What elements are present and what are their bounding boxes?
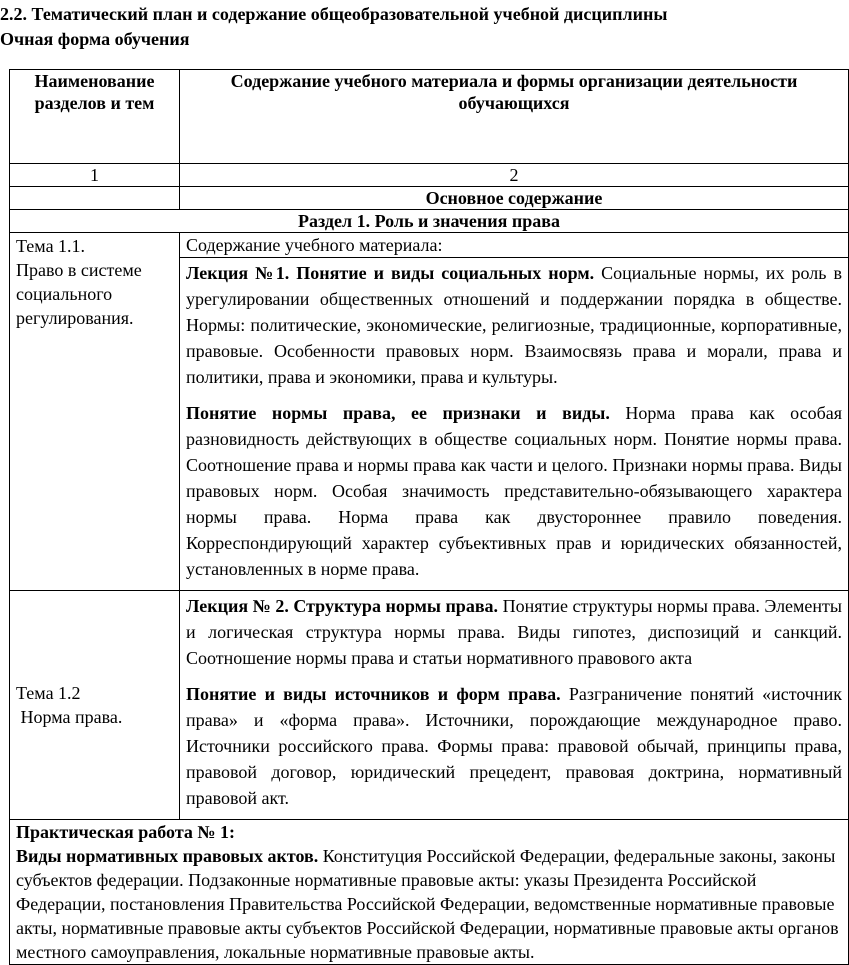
topic-1-name: Право в системе социального регулирования. (16, 260, 142, 328)
topic-1-row (10, 233, 849, 591)
table-header-row (10, 70, 849, 164)
main-content-row (10, 187, 849, 210)
topic-2-part-2-title: Понятие и виды источников и форм права. (186, 684, 561, 704)
lecture-1-paragraph (186, 260, 842, 390)
topic-1-part-2-paragraph (186, 400, 842, 582)
practice-row (10, 820, 849, 965)
lecture-2-title: Лекция № 2. Структура нормы права. (186, 596, 499, 616)
heading-line-2: Очная форма обучения (0, 29, 190, 49)
thematic-plan-table (9, 69, 849, 965)
topic-1-part-2-title: Понятие нормы права, ее признаки и виды. (186, 403, 610, 423)
topic-2-name: Норма права. (16, 707, 123, 727)
topic-1-content-cell (180, 233, 849, 591)
topic-1-part-2-text: Норма права как особая разновидность действующих в обществе социальных норм. Понятие нормы права. Соотношение права и нормы права как части и целого. Признаки нормы права. Виды правовых норм. Особая значимость представительно-обязывающего характера нормы права. Норма права как двустороннее правило поведения. Корреспондирующий характер субъективных прав и юридических обязанностей, установленных в норме права. (186, 403, 843, 579)
section-row (10, 210, 849, 233)
lecture-1-text: Социальные нормы, их роль в урегулировании общественных отношений и поддержании порядка в обществе. Нормы: политические, экономические, религиозные, традиционные, корпоративные, правовые. Особенности правовых норм. Взаимосвязь права и морали, права и политики, права и экономики, права и культуры. (186, 263, 842, 387)
topic-2-part-2-text: Разграничение понятий «источник права» и «форма права». Источники, порождающие международное право. Источники российского права. Формы права: правовой обычай, принципы права, правовой договор, юридический прецедент, правовая доктрина, нормативный правовой акт. (186, 684, 842, 808)
heading-line-1: 2.2. Тематический план и содержание общеобразовательной учебной дисциплины (0, 4, 668, 24)
practice-subtitle: Виды нормативных правовых актов. (16, 846, 319, 866)
column-numbers-row (10, 164, 849, 187)
practice-body (16, 844, 842, 964)
lecture-1-title: Лекция №1. Понятие и виды социальных норм. (186, 263, 595, 283)
header-col-content: Содержание учебного материала и формы организации деятельности обучающихся (180, 70, 849, 164)
document-heading (0, 2, 667, 52)
main-content-label: Основное содержание (180, 187, 849, 210)
topic-2-number: Тема 1.2 (16, 683, 81, 703)
topic-1-content-label: Содержание учебного материала: (180, 233, 848, 258)
thematic-plan-table-wrapper (9, 69, 849, 965)
lecture-2-paragraph (186, 593, 842, 671)
topic-1-number: Тема 1.1. (16, 236, 86, 256)
lecture-2-text: Понятие структуры нормы права. Элементы и логическая структура нормы права. Виды гипотез, диспозиций и санкций. Соотношение нормы права и статьи нормативного правового акта (186, 596, 843, 668)
topic-1-content-body (180, 258, 848, 590)
topic-2-content-cell (180, 591, 849, 820)
practice-title: Практическая работа № 1: (16, 822, 235, 842)
practice-cell (10, 820, 849, 965)
topic-1-title-cell (10, 233, 180, 591)
main-content-empty-cell (10, 187, 180, 210)
column-number-1: 1 (10, 164, 180, 187)
topic-2-row (10, 591, 849, 820)
column-number-2: 2 (180, 164, 849, 187)
topic-2-title-cell (10, 591, 180, 820)
section-title: Раздел 1. Роль и значения права (10, 210, 849, 233)
topic-2-part-2-paragraph (186, 681, 842, 811)
practice-text: Конституция Российской Федерации, федеральные законы, законы субъектов федерации. Подзаконные нормативные правовые акты: указы Президента Российской Федерации, постановления Правительства Российской Федерации, ведомственные нормативные правовые акты, нормативные правовые акты субъектов Российской Федерации, нормативные правовые акты органов местного самоуправления, локальные нормативные правовые акты. (16, 846, 839, 962)
header-col-topics: Наименование разделов и тем (10, 70, 180, 164)
